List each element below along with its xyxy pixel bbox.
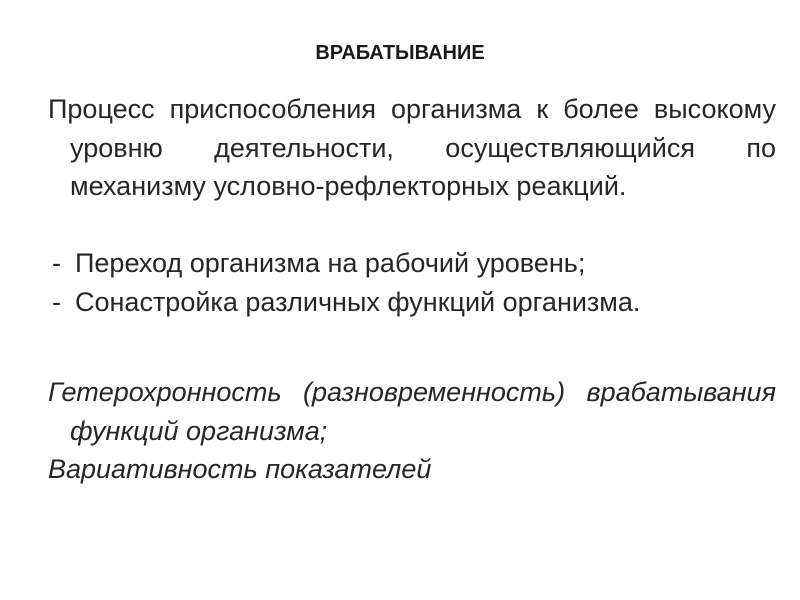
bullet-text: Сонастройка различных функций организма. — [75, 287, 641, 317]
bullet-text: Переход организма на рабочий уровень; — [75, 248, 586, 278]
bullet-marker: - — [52, 287, 61, 317]
heterochronicity-paragraph: Гетерохронность (разновременность) врабатывания функций организма; — [48, 377, 776, 446]
slide-title: ВРАБАТЫВАНИЕ — [315, 42, 485, 64]
list-item — [48, 283, 754, 322]
variability-paragraph: Вариативность показателей — [48, 454, 432, 484]
definition-paragraph: Процесс приспособления организма к более высокому уровню деятельности, осуществляющийся по механизму условно-рефлекторных реакций. — [48, 94, 776, 201]
bullet-marker: - — [52, 248, 61, 278]
list-item — [48, 244, 754, 283]
